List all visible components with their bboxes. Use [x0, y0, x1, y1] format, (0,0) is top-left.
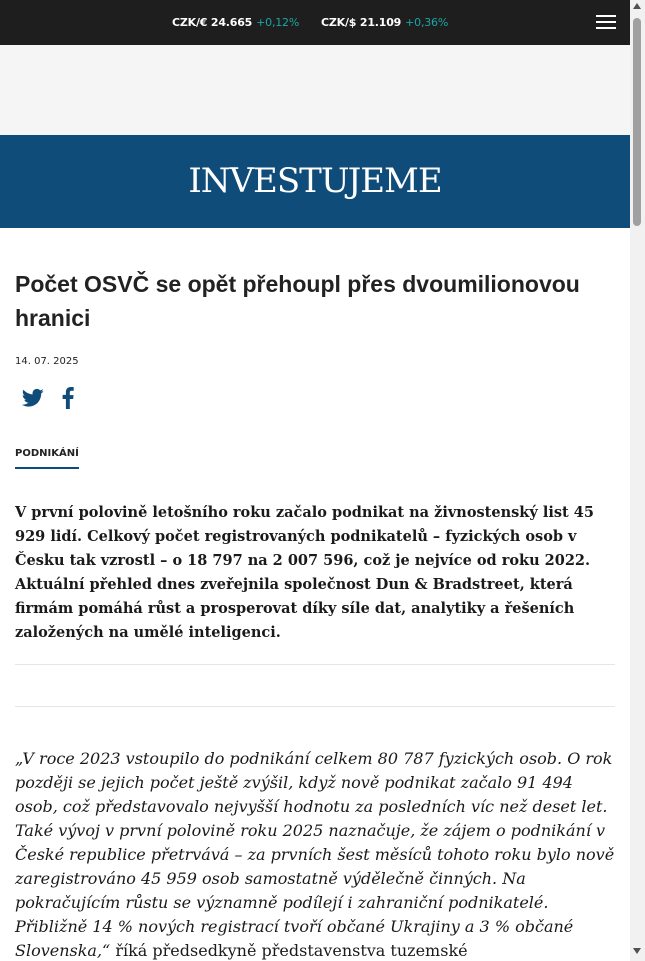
usd-rate: [321, 16, 448, 30]
site-logo[interactable]: INVESTUJEME: [188, 161, 442, 201]
eur-rate-label: CZK/€ 24.665: [172, 16, 253, 29]
brand-banner: [0, 135, 630, 228]
scroll-thumb[interactable]: [633, 18, 641, 226]
article-date: 14. 07. 2025: [15, 356, 79, 367]
category-link[interactable]: PODNIKÁNÍ: [15, 447, 79, 469]
scroll-down-arrow-icon[interactable]: [633, 948, 641, 954]
twitter-icon-svg: [22, 388, 44, 408]
twitter-icon[interactable]: [22, 388, 44, 410]
eur-rate-change: +0,12%: [256, 16, 300, 29]
article-quote-paragraph: [15, 747, 615, 961]
article-lead: V první polovině letošního roku začalo podnikat na živnostenský list 45 929 lidí. Celkový počet registrovaných podnikatelů – fyzických osob v Česku tak vzrostl – o 18 797 na 2 007 596, což je nejvíce od roku 2022. Aktuální přehled dnes zveřejnila společnost Dun & Bradstreet, která firmám pomáhá růst a prosperovat díky síle dat, analytiky a řešeních založených na umělé inteligenci.: [15, 504, 594, 641]
scroll-up-arrow-icon[interactable]: [633, 3, 641, 9]
hamburger-menu-icon[interactable]: [596, 13, 618, 31]
quote-text: „V roce 2023 vstoupilo do podnikání celkem 80 787 fyzických osob. O rok později se jejich počet ještě zvýšil, když nově podnikat začalo 91 494 osob, což představovalo nejvyšší hodnotu za posledních víc než deset let. Také vývoj v první polovině roku 2025 naznačuje, že zájem o podnikání v České republice přetrvává – za prvních šest měsíců tohoto roku bylo nově zaregistrováno 45 959 osob samostatně výdělečně činných. Na pokračujícím růstu se významně podílejí i zahraniční podnikatelé. Přibližně 14 % nových registrací tvoří občané Ukrajiny a 3 % občané Slovenska,“: [15, 749, 615, 960]
top-bar: [0, 0, 630, 45]
facebook-icon-svg: [62, 387, 74, 409]
divider: [15, 706, 615, 707]
usd-rate-change: +0,36%: [405, 16, 449, 29]
usd-rate-label: CZK/$ 21.109: [321, 16, 402, 29]
scrollbar[interactable]: [630, 0, 645, 961]
ad-placeholder: [0, 45, 630, 135]
article-title: Počet OSVČ se opět přehoupl přes dvoumilionovou hranici: [15, 271, 580, 331]
quote-attribution: říká předsedkyně představenstva tuzemské: [110, 941, 468, 960]
eur-rate: [172, 16, 299, 30]
facebook-icon[interactable]: [62, 387, 80, 410]
divider: [15, 664, 615, 665]
